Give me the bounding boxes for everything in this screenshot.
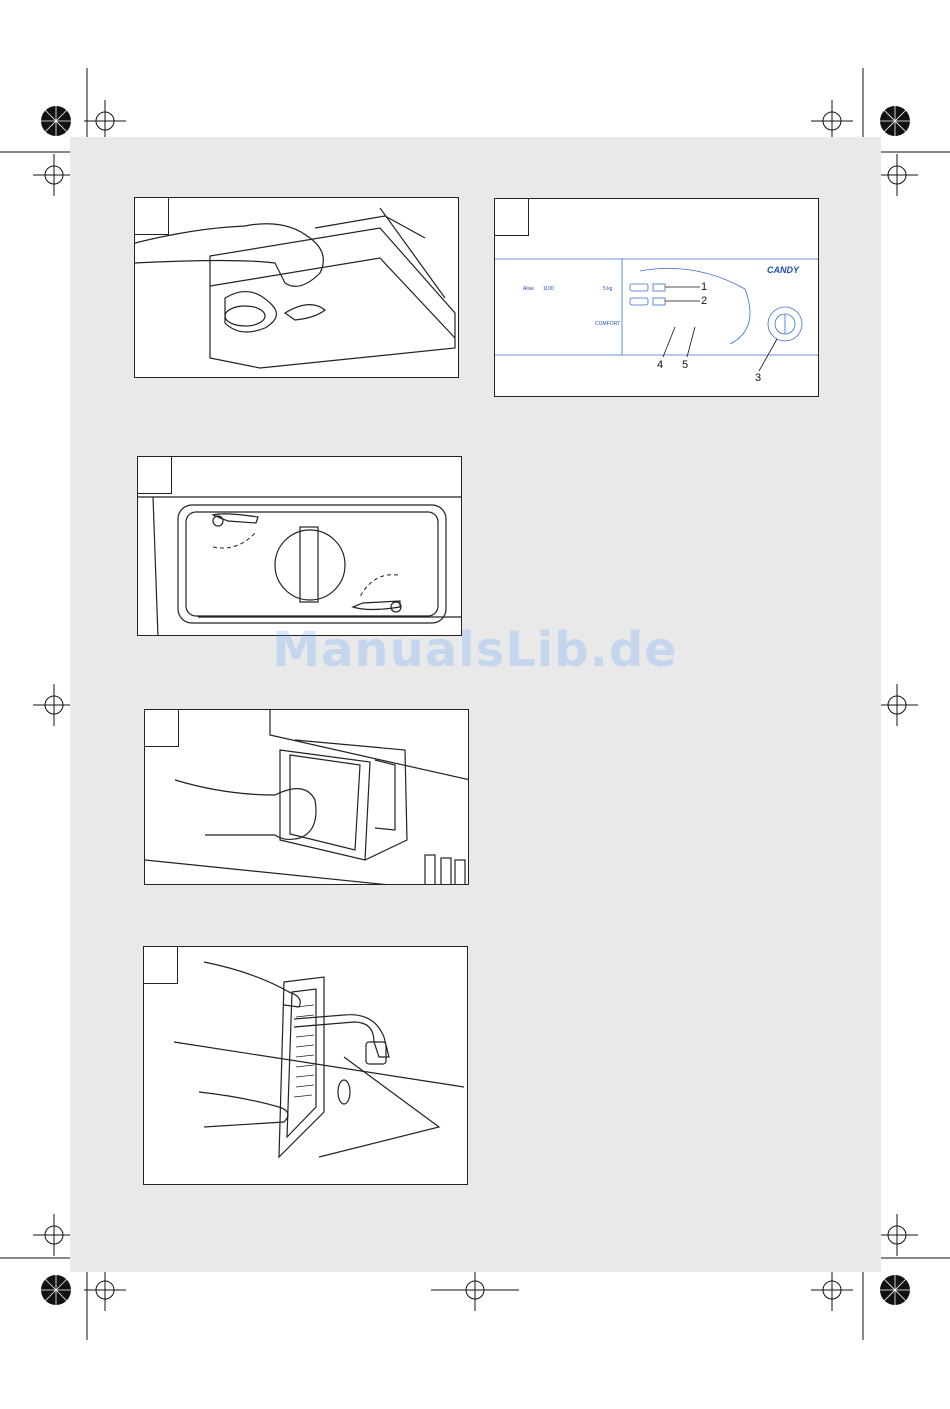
capacity: 5 kg <box>603 286 613 292</box>
callout-4: 4 <box>657 359 664 371</box>
comfort-label: COMFORT <box>595 321 621 327</box>
figure-filter-cover <box>137 456 462 636</box>
figure-tag <box>135 198 169 235</box>
callout-5: 5 <box>682 359 689 371</box>
figure-filter-removal <box>144 709 469 885</box>
filter-removal-illustration <box>145 710 469 885</box>
model-number: 1100 <box>543 286 554 292</box>
figure-tag <box>495 199 529 236</box>
callout-3: 3 <box>755 372 762 384</box>
detergent-drawer-illustration <box>135 198 459 378</box>
figure-filter-rinsing <box>143 946 468 1185</box>
figure-tag <box>144 947 178 984</box>
figure-detergent-drawer <box>134 197 459 378</box>
filter-rinsing-illustration <box>144 947 468 1185</box>
filter-cover-illustration <box>138 457 462 636</box>
model-series: Alise <box>523 286 534 292</box>
brand-logo: CANDY <box>767 265 800 275</box>
watermark: ManualsLib.de <box>272 622 678 678</box>
figure-tag <box>138 457 172 494</box>
callout-1: 1 <box>701 281 708 293</box>
callout-2: 2 <box>701 295 708 307</box>
figure-tag <box>145 710 179 747</box>
figure-control-panel <box>494 198 819 397</box>
